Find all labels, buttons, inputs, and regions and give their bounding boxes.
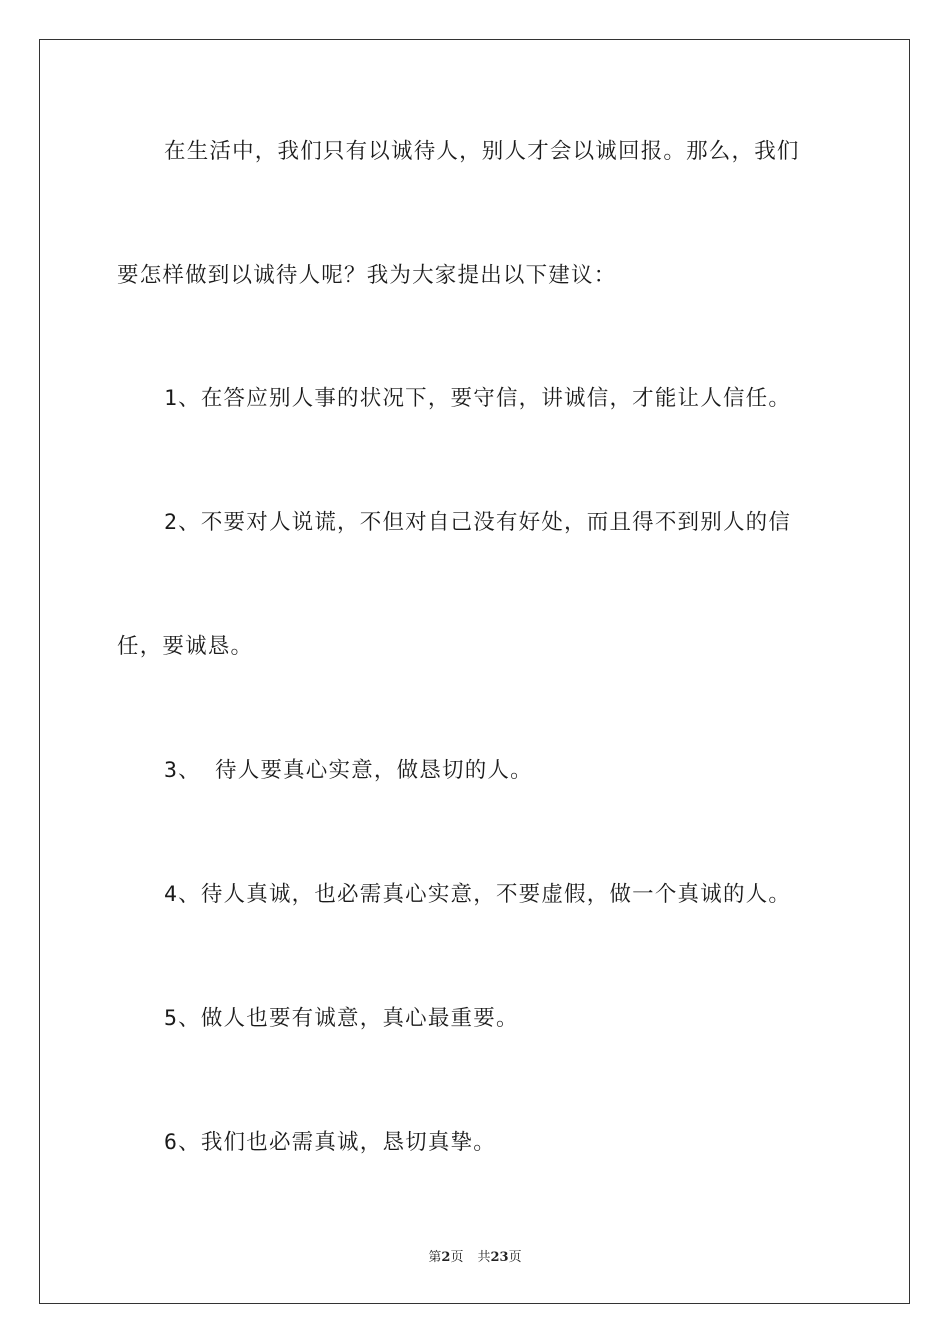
- footer-page-prefix: 第: [428, 1250, 442, 1265]
- paragraph-3-line-1: 2、不要对人说谎，不但对自己没有好处，而且得不到别人的信: [164, 510, 792, 535]
- footer-total-pages: 23: [490, 1250, 509, 1265]
- page-footer: [0, 1246, 950, 1265]
- footer-page-number: 2: [441, 1250, 451, 1265]
- footer-total-suffix: 页: [508, 1250, 522, 1265]
- paragraph-1-line-1: 在生活中，我们只有以诚待人，别人才会以诚回报。那么，我们: [164, 139, 800, 164]
- footer-page-suffix: 页: [450, 1250, 464, 1265]
- page-frame: [39, 39, 910, 1304]
- paragraph-5-line-1: 4、待人真诚，也必需真心实意，不要虚假，做一个真诚的人。: [164, 882, 792, 907]
- paragraph-6-line-1: 5、做人也要有诚意，真心最重要。: [164, 1006, 519, 1031]
- paragraph-2-line-1: 1、在答应别人事的状况下，要守信，讲诚信，才能让人信任。: [164, 386, 792, 411]
- paragraph-7-line-1: 6、我们也必需真诚，恳切真挚。: [164, 1130, 496, 1155]
- footer-total-prefix: 共: [477, 1250, 491, 1265]
- paragraph-4-line-1: 3、 待人要真心实意，做恳切的人。: [164, 758, 533, 783]
- paragraph-1-line-2: 要怎样做到以诚待人呢？我为大家提出以下建议：: [117, 263, 617, 288]
- paragraph-3-line-2: 任，要诚恳。: [117, 634, 254, 659]
